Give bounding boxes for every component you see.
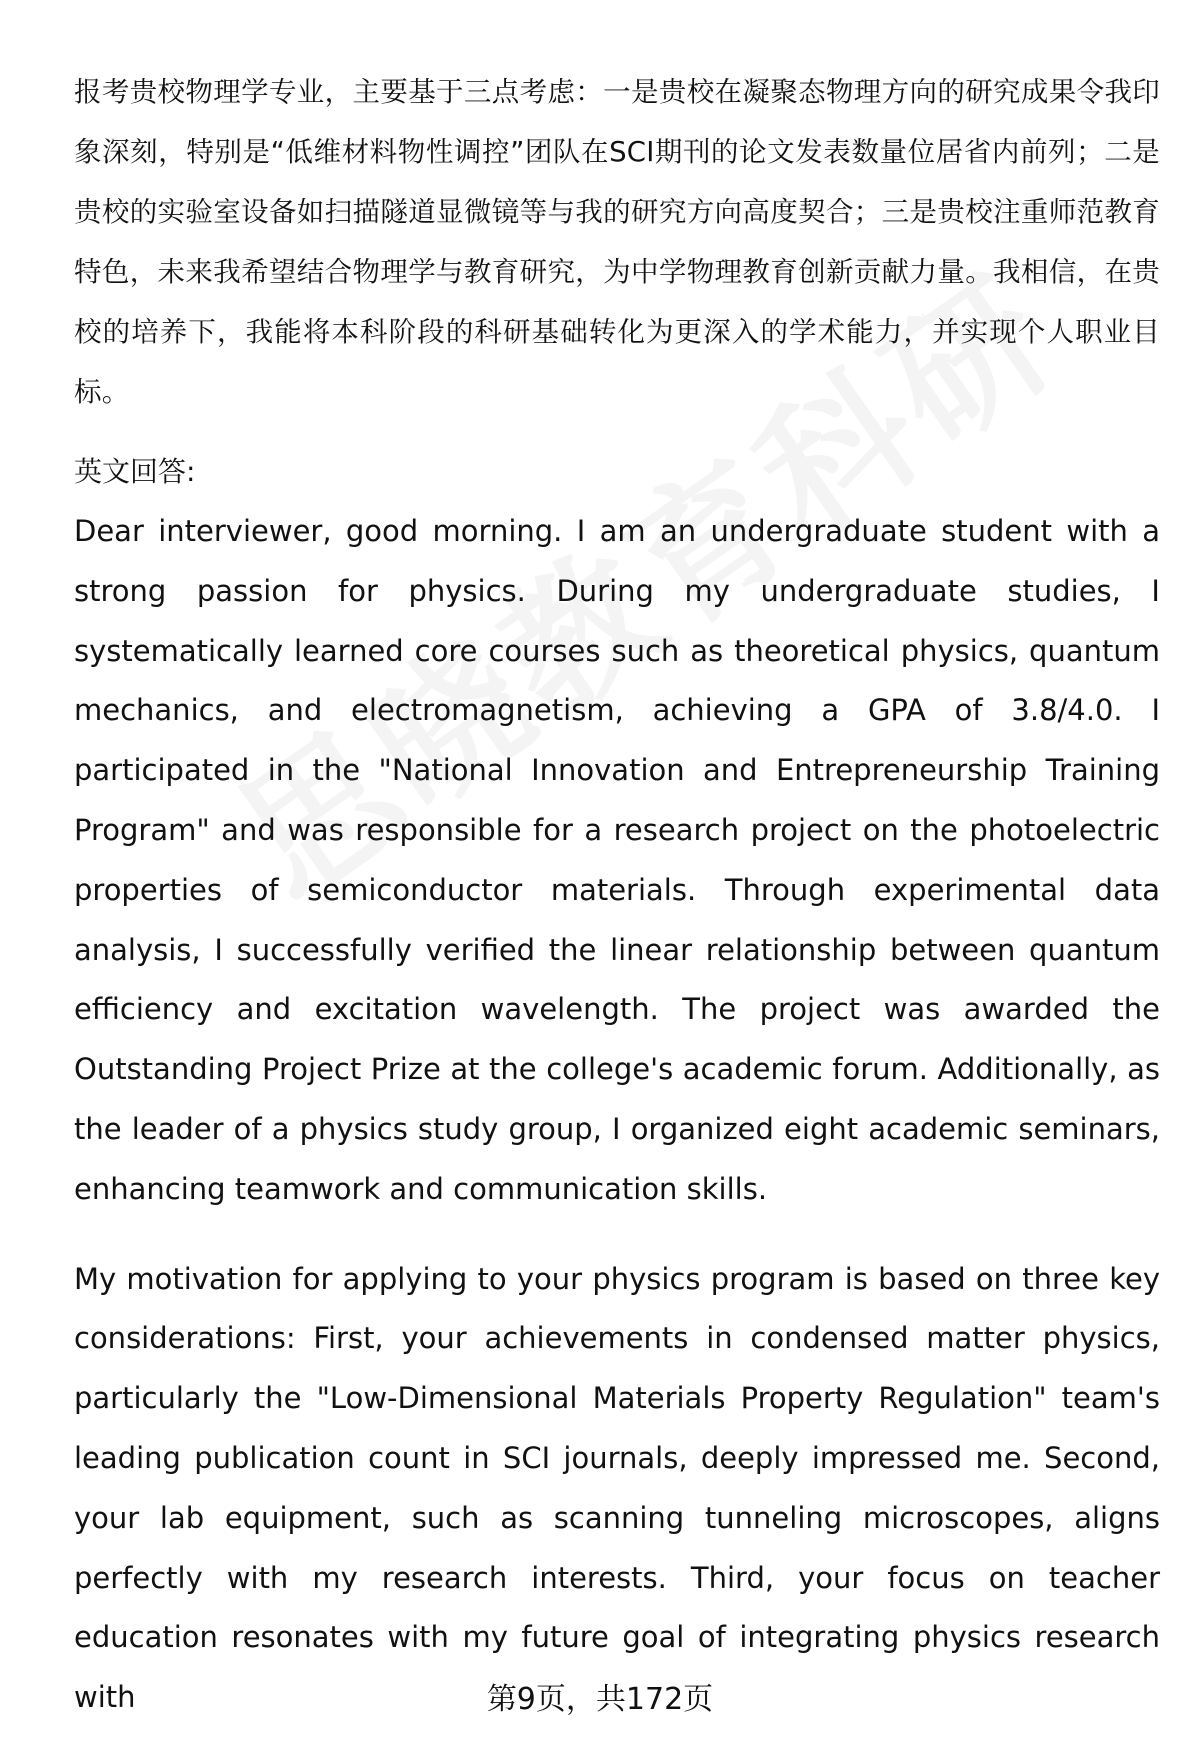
english-motivation-paragraph: My motivation for applying to your physics program is based on three key considerations: First, your achievements in condensed matter physics, particularly the "Low-Dimensional Materials Property Regulation" team's leading publication count in SCI journals, deeply impressed me. Second, your lab equipment, such as scanning tunneling microscopes, aligns perfectly with my research interests. Third, your focus on teacher education resonates with my future goal of integrating physics research with [74, 1261, 1160, 1715]
page-indicator: 第9页，共172页 [486, 1682, 714, 1717]
chinese-motivation-paragraph: 报考贵校物理学专业，主要基于三点考虑：一是贵校在凝聚态物理方向的研究成果令我印象深刻，特别是“低维材料物性调控”团队在SCI期刊的论文发表数量位居省内前列；二是贵校的实验室设备如扫描隧道显微镜等与我的研究方向高度契合；三是贵校注重师范教育特色，未来我希望结合物理学与教育研究，为中学物理教育创新贡献力量。我相信，在贵校的培养下，我能将本科阶段的科研基础转化为更深入的学术能力，并实现个人职业目标。 [74, 76, 1160, 408]
paragraph-gap [74, 1220, 1160, 1250]
english-intro-paragraph: Dear interviewer, good morning. I am an undergraduate student with a strong passion for physics. During my undergraduate studies, I systematically learned core courses such as theoretical physics, quantum mechanics, and electromagnetism, achieving a GPA of 3.8/4.0. I participated in the "National Innovation and Entrepreneurship Training Program" and was responsible for a research project on the photoelectric properties of semiconductor materials. Through experimental data analysis, I successfully verified the linear relationship between quantum efficiency and excitation wavelength. The project was awarded the Outstanding Project Prize at the college's academic forum. Additionally, as the leader of a physics study group, I organized eight academic seminars, enhancing teamwork and communication skills. [74, 514, 1160, 1206]
page-footer [0, 1670, 1200, 1730]
document-body [74, 62, 1160, 1728]
english-answer-label: 英文回答: [74, 455, 196, 488]
